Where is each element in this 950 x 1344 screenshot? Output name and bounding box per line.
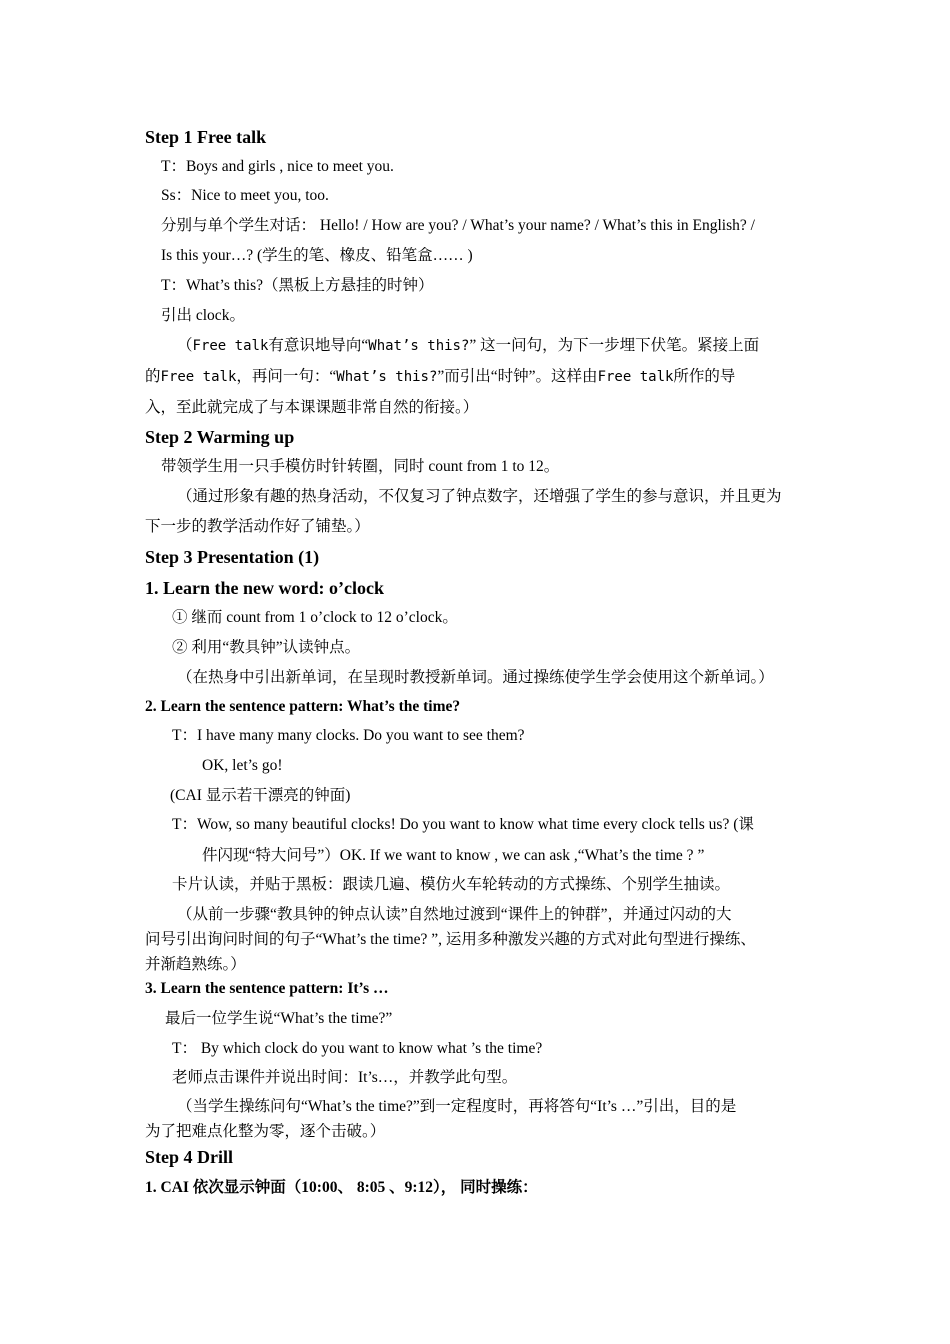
note-text: （: [177, 337, 193, 354]
note-text: ”而引出“时钟”。这样由: [437, 368, 598, 385]
note-code: Free talk: [160, 369, 237, 385]
note-text: ” 这一问句，为下一步埋下伏笔。紧接上面: [469, 337, 760, 354]
step4-line-1: 1. CAI 依次显示钟面（10:00、 8:05 、9:12）， 同时操练：: [145, 1179, 538, 1196]
note-text: 有意识地导向“: [268, 337, 369, 354]
step3-sub1-line-1: ① 继而 count from 1 o’clock to 12 o’clock。: [172, 609, 458, 626]
step3-sub2-heading: 2. Learn the sentence pattern: What’s the time?: [145, 698, 461, 715]
step3-sub3-note-2: 为了把难点化整为零，逐个击破。）: [145, 1123, 386, 1140]
step3-sub3-line-2: T： By which clock do you want to know what ’s the time?: [172, 1040, 543, 1057]
step4-heading: Step 4 Drill: [145, 1147, 233, 1167]
step3-sub3-line-3: 老师点击课件并说出时间：It’s…，并教学此句型。: [172, 1069, 518, 1086]
step3-heading: Step 3 Presentation (1): [145, 547, 320, 567]
step1-line-6: 引出 clock。: [161, 307, 245, 324]
step1-line-1: T：Boys and girls , nice to meet you.: [161, 158, 394, 175]
step3-sub2-note-3: 并渐趋熟练。）: [145, 956, 246, 973]
step2-note-line-2: 下一步的教学活动作好了铺垫。）: [145, 518, 370, 535]
step3-sub3-note-1: （当学生操练问句“What’s the time?”到一定程度时，再将答句“It’s …”引出，目的是: [177, 1098, 737, 1115]
step3-sub2-line-5: 件闪现“特大问号”）OK. If we want to know , we can ask ,“What’s the time ? ”: [202, 847, 705, 864]
step3-sub2-line-3: (CAI 显示若干漂亮的钟面): [170, 787, 351, 804]
step3-sub2-line-6: 卡片认读，并贴于黑板：跟读几遍、模仿火车轮转动的方式操练、个别学生抽读。: [172, 876, 731, 893]
step1-note-line-1: [177, 336, 759, 356]
step3-sub2-note-1: （从前一步骤“教具钟的钟点认读”自然地过渡到“课件上的钟群”，并通过闪动的大: [177, 906, 732, 923]
step3-sub1-line-2: ② 利用“教具钟”认读钟点。: [172, 639, 361, 656]
step3-sub3-line-1: 最后一位学生说“What’s the time?”: [165, 1010, 393, 1027]
note-code: What’s this?: [368, 338, 470, 354]
step3-sub2-line-1: T：I have many many clocks. Do you want to see them?: [172, 727, 525, 744]
step3-sub2-note-2: 问号引出询问时间的句子“What’s the time? ”, 运用多种激发兴趣的方式对此句型进行操练、: [145, 931, 756, 948]
step3-sub3-heading: 3. Learn the sentence pattern: It’s …: [145, 980, 389, 997]
step3-sub2-line-2: OK, let’s go!: [202, 757, 283, 774]
note-text: 的: [145, 368, 161, 385]
step1-line-4: Is this your…? (学生的笔、橡皮、铅笔盒…… ): [161, 247, 473, 264]
step2-line-1: 带领学生用一只手模仿时针转圈，同时 count from 1 to 12。: [161, 458, 560, 475]
step1-note-line-2: [145, 367, 735, 387]
step1-heading: Step 1 Free talk: [145, 127, 267, 147]
note-text: ，再问一句：“: [236, 368, 337, 385]
note-code: What’s this?: [336, 369, 438, 385]
step3-sub2-line-4: T：Wow, so many beautiful clocks! Do you want to know what time every clock tells us? (课: [172, 816, 754, 833]
note-text: 所作的导: [673, 368, 736, 385]
step2-note-line-1: （通过形象有趣的热身活动，不仅复习了钟点数字，还增强了学生的参与意识，并且更为: [177, 488, 782, 505]
step3-sub1-note: （在热身中引出新单词，在呈现时教授新单词。通过操练使学生学会使用这个新单词。）: [177, 669, 774, 686]
step1-line-3: 分别与单个学生对话： Hello! / How are you? / What’s your name? / What’s this in English? /: [161, 217, 755, 234]
step3-sub1-heading: 1. Learn the new word: o’clock: [145, 578, 384, 598]
step1-note-line-3: 入，至此就完成了与本课课题非常自然的衔接。）: [145, 399, 479, 416]
step2-heading: Step 2 Warming up: [145, 427, 295, 447]
note-code: Free talk: [192, 338, 269, 354]
note-code: Free talk: [597, 369, 674, 385]
step1-line-5: T：What’s this?（黑板上方悬挂的时钟）: [161, 277, 434, 294]
step1-line-2: Ss：Nice to meet you, too.: [161, 187, 329, 204]
